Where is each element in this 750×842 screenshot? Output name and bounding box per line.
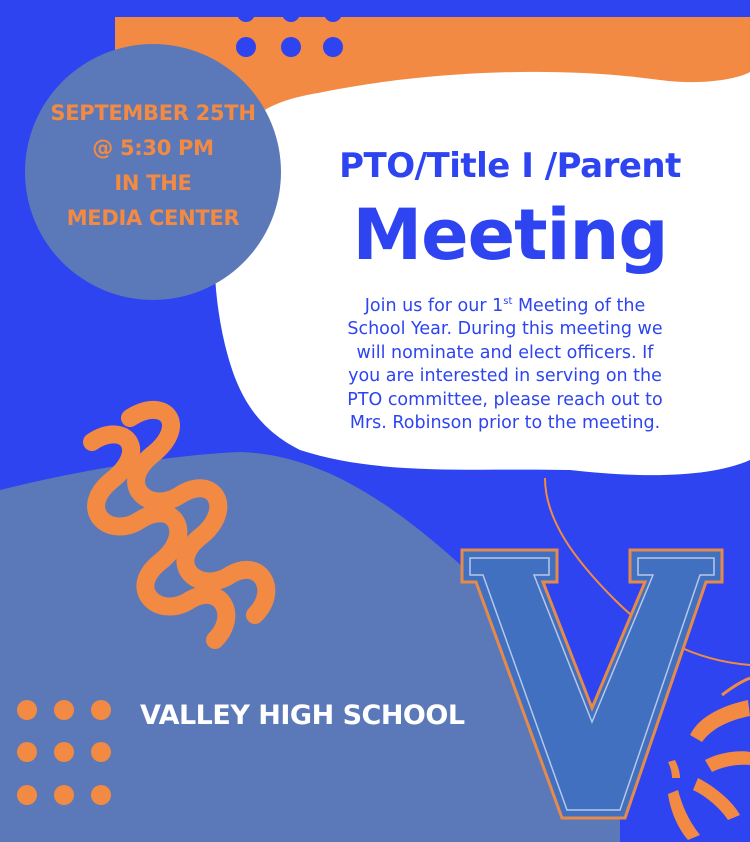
event-date-block xyxy=(28,96,278,236)
event-title-large: Meeting xyxy=(352,194,668,276)
dots-decoration-bottom xyxy=(17,700,111,805)
event-time: @ 5:30 PM xyxy=(92,136,214,160)
burst-decoration xyxy=(668,700,750,840)
description-line: you are interested in serving on the xyxy=(348,366,662,387)
event-description xyxy=(296,290,714,436)
corner-arc xyxy=(722,678,750,695)
event-date: SEPTEMBER 25TH xyxy=(50,101,256,125)
description-line: Mrs. Robinson prior to the meeting. xyxy=(349,413,661,434)
description-line: will nominate and elect officers. If xyxy=(356,342,654,363)
event-location-line1: IN THE xyxy=(114,171,192,195)
school-name: VALLEY HIGH SCHOOL xyxy=(140,700,465,731)
event-location-line2: MEDIA CENTER xyxy=(66,206,240,230)
description-line: PTO committee, please reach out to xyxy=(347,389,663,410)
event-title: PTO/Title I /Parent xyxy=(339,146,681,186)
description-line: Join us for our 1st Meeting of the xyxy=(364,295,646,316)
description-line: School Year. During this meeting we xyxy=(347,319,663,340)
